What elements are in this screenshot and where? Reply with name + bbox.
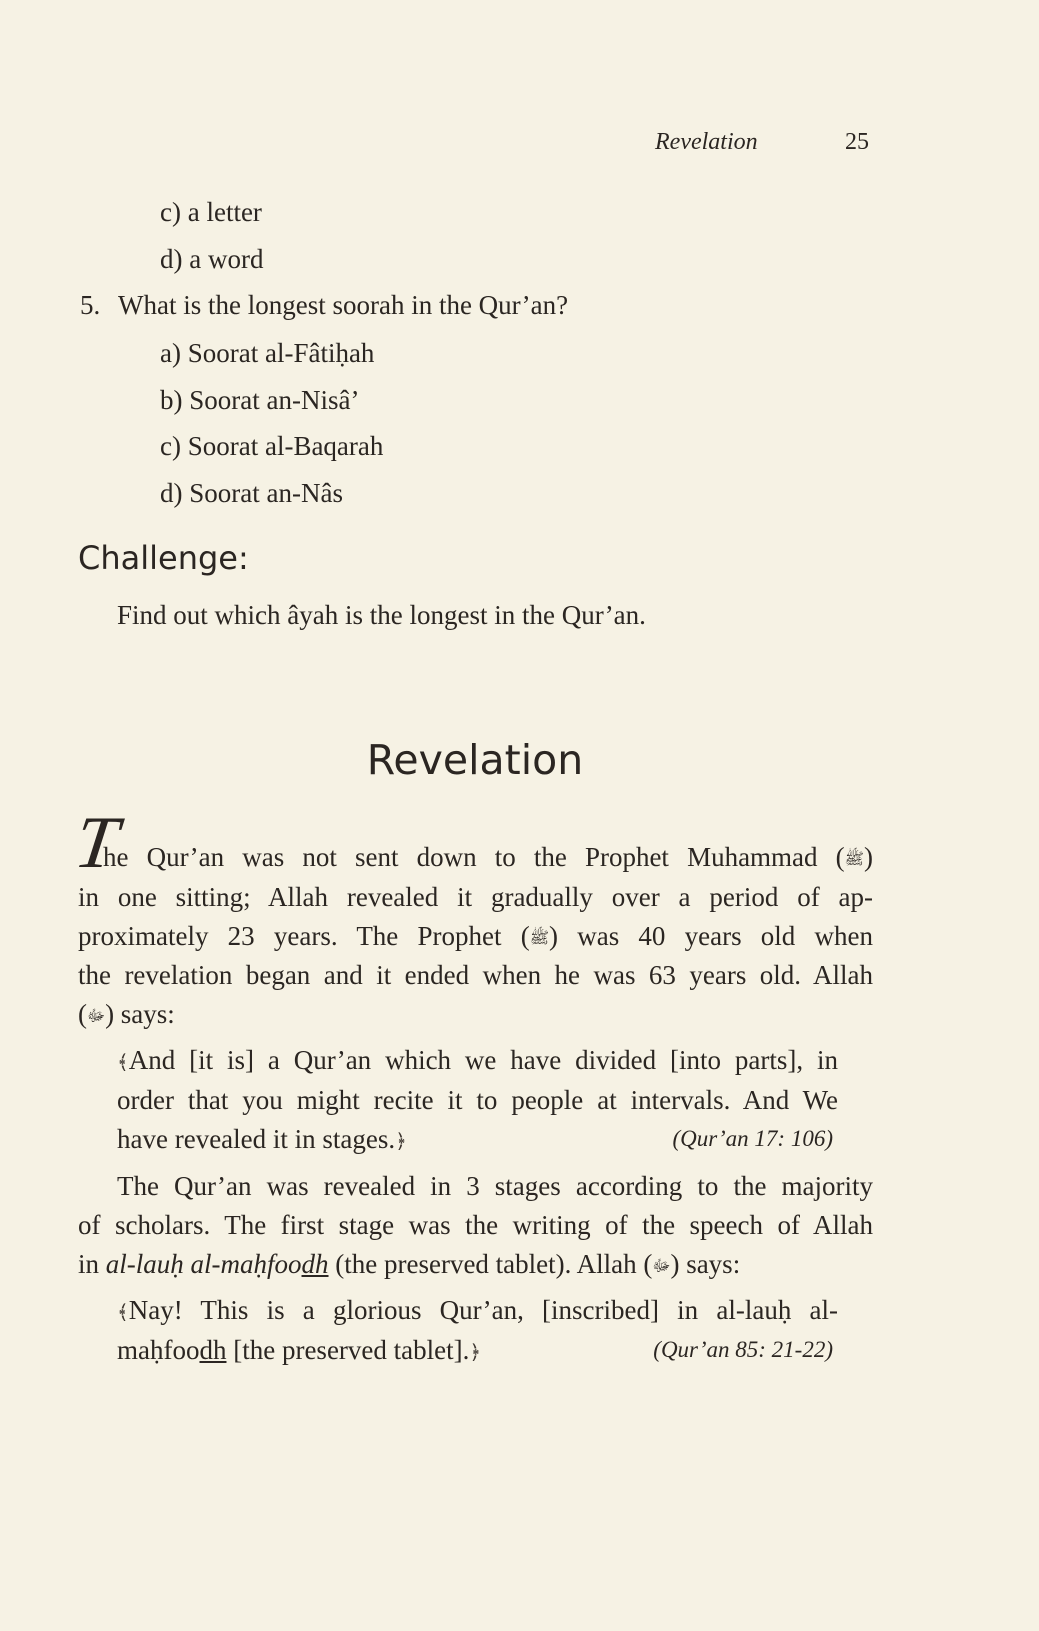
close-bracket-icon: ﴿ <box>395 1129 407 1153</box>
glorification-icon: ﷻ <box>87 1006 106 1025</box>
quote-line <box>117 1121 407 1159</box>
text: in <box>78 1249 106 1279</box>
text: [the preserved tablet]. <box>226 1335 470 1365</box>
quote-line <box>117 1292 838 1330</box>
text: proximately 23 years. The Prophet ( <box>78 921 530 951</box>
text: And [it is] a Qur’an which we have divided [into parts], in <box>128 1045 838 1075</box>
option-c: c) Soorat al-Baqarah <box>160 431 384 461</box>
quote-line <box>117 1332 481 1370</box>
paragraph-line: the revelation began and it ended when he was 63 years old. Allah <box>78 960 873 990</box>
quote-line: order that you might recite it to people at intervals. And We <box>117 1085 838 1115</box>
question-text: What is the longest soorah in the Qur’an? <box>118 290 569 320</box>
option-b: b) Soorat an-Nisâ’ <box>160 385 360 415</box>
challenge-text: Find out which âyah is the longest in the Qur’an. <box>117 600 646 630</box>
option-d: d) Soorat an-Nâs <box>160 478 343 508</box>
citation: (Qur’an 17: 106) <box>672 1126 833 1151</box>
paragraph-line: in one sitting; Allah revealed it gradually over a period of ap- <box>78 882 873 912</box>
paragraph-line <box>78 996 175 1034</box>
challenge-heading: Challenge: <box>78 539 249 577</box>
salutation-icon: ﷺ <box>529 928 550 947</box>
text: ) was 40 years old when <box>549 921 874 951</box>
text: ) says: <box>670 1249 741 1279</box>
term: al-lauḥ al-maḥfoo <box>105 1249 302 1279</box>
open-bracket-icon: ﴾ <box>117 1300 129 1324</box>
paragraph-line <box>103 839 873 877</box>
text: he Qur’an was not sent down to the Prophet Muhammad ( <box>103 842 845 872</box>
page-number: 25 <box>845 129 869 155</box>
open-bracket-icon: ﴾ <box>117 1050 129 1074</box>
text: Nay! This is a glorious Qur’an, [inscribed] in al-lauḥ al- <box>128 1295 838 1325</box>
text: ) says: <box>105 999 175 1029</box>
paragraph-line <box>78 1246 740 1284</box>
term: dh <box>301 1249 329 1279</box>
citation: (Qur’an 85: 21-22) <box>653 1337 833 1362</box>
salutation-icon: ﷺ <box>844 849 864 868</box>
text: ) <box>864 842 873 872</box>
option-d-prev: d) a word <box>160 244 264 274</box>
running-title: Revelation <box>655 129 758 155</box>
text: ( <box>78 999 87 1029</box>
question-number: 5. <box>80 290 101 320</box>
text: dh <box>199 1335 227 1365</box>
drop-cap: T <box>70 802 123 884</box>
text: maḥfoo <box>117 1335 200 1365</box>
text: (the preserved tablet). Allah ( <box>328 1249 653 1279</box>
paragraph-line <box>78 918 873 956</box>
quote-line <box>117 1042 838 1080</box>
glorification-icon: ﷻ <box>652 1256 671 1275</box>
paragraph-line: of scholars. The first stage was the writing of the speech of Allah <box>78 1210 873 1240</box>
option-c-prev: c) a letter <box>160 197 262 227</box>
option-a: a) Soorat al-Fâtiḥah <box>160 338 375 368</box>
paragraph-line: The Qur’an was revealed in 3 stages according to the majority <box>117 1171 873 1201</box>
section-title: Revelation <box>366 736 584 784</box>
close-bracket-icon: ﴿ <box>469 1340 482 1364</box>
text: have revealed it in stages. <box>117 1124 396 1154</box>
